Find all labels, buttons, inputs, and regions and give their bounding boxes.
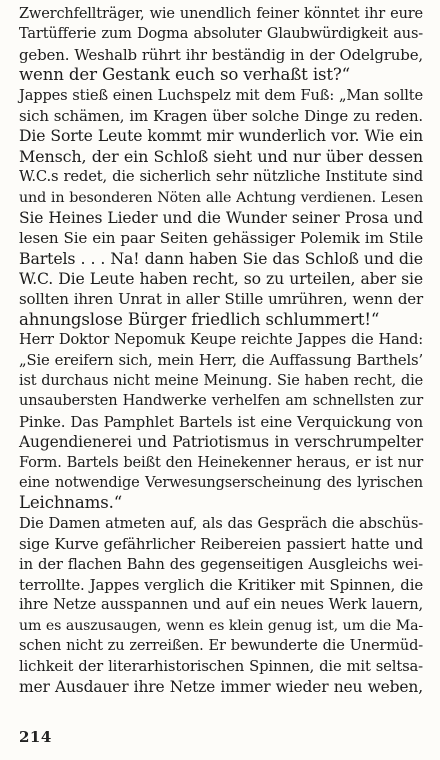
text-line: W.C. Die Leute haben recht, so zu urteilen, aber sie [19,269,423,289]
text-line: ist durchaus nicht meine Meinung. Sie haben recht, die [19,373,423,390]
text-line: mer Ausdauer ihre Netze immer wieder neu weben, [19,677,423,696]
text-line: Leichnams.“ [19,493,123,513]
text-line: Zwerchfellträger, wie unendlich feiner könntet ihr eure [19,6,423,22]
text-line: Mensch, der ein Schloß sieht und nur über dessen [19,146,423,166]
text-line: Jappes stieß einen Luchspelz mit dem Fuß: „Man sollte [19,86,423,104]
text-line: Tartüfferie zum Dogma absoluter Glaubwürdigkeit aus- [19,26,423,43]
text-line: eine notwendige Verwesungserscheinung des lyrischen [19,474,423,491]
text-line: sollten ihren Unrat in aller Stille umrühren, wenn der [19,290,423,309]
page-number: 214 [19,728,52,746]
text-line: schen nicht zu zerreißen. Er bewunderte die Unermüd- [19,637,423,655]
text-line: in der flachen Bahn des gegenseitigen Ausgleichs wei- [19,555,423,573]
text-line: geben. Weshalb rührt ihr beständig in der Odelgrube, [19,45,423,64]
text-line: Sie Heines Lieder und die Wunder seiner Prosa und [19,208,423,227]
text-line: um es auszusaugen, wenn es klein genug ist, um die Ma- [19,617,423,634]
text-line: terrollte. Jappes verglich die Kritiker mit Spinnen, die [19,575,423,594]
text-line: Die Damen atmeten auf, als das Gespräch die abschüs- [19,514,423,532]
text-line: Bartels . . . Na! dann haben Sie das Schloß und die [19,248,423,268]
text-line: „Sie ereifern sich, mein Herr, die Auffassung Barthels’ [19,351,423,369]
text-line: sich schämen, im Kragen über solche Dinge zu reden. [19,106,423,125]
text-line: Augendienerei und Patriotismus in verschrumpelter [19,433,423,452]
text-line: Pinke. Das Pamphlet Bartels ist eine Verquickung von [19,412,423,431]
text-line: ahnungslose Bürger friedlich schlummert!“ [19,309,380,329]
text-line: Die Sorte Leute kommt mir wunderlich vor. Wie ein [19,127,423,146]
text-line: ihre Netze ausspannen und auf ein neues Werk lauern, [19,596,423,614]
text-line: wenn der Gestank euch so verhaßt ist?“ [19,65,350,85]
text-line: sige Kurve gefährlicher Reibereien passiert hatte und [19,535,423,554]
text-line: unsaubersten Handwerke verhelfen am schnellsten zur [19,393,423,410]
body-text [19,4,423,697]
text-line: und in besonderen Nöten alle Achtung verdienen. Lesen [19,189,423,206]
text-line: lichkeit der literarhistorischen Spinnen, die mit seltsa- [19,657,423,675]
text-line: lesen Sie ein paar Seiten gehässiger Polemik im Stile [19,229,423,248]
text-line: Form. Bartels beißt den Heinekenner heraus, er ist nur [19,453,423,471]
text-line: Herr Doktor Nepomuk Keupe reichte Jappes die Hand: [19,331,423,349]
text-line: W.C.s redet, die sicherlich sehr nützliche Institute sind [19,168,423,186]
